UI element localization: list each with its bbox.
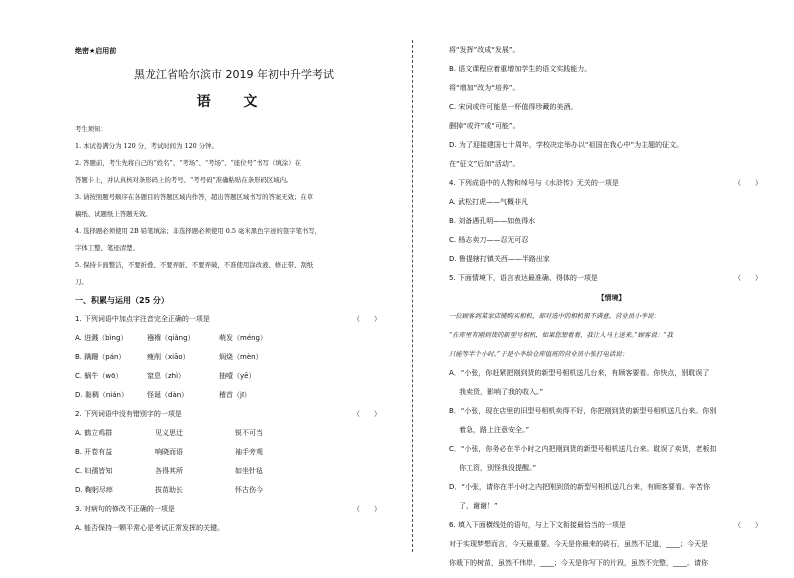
option: 如坐针毡 [235,467,263,475]
option-line: 将“增加”改为“培养”。 [449,84,520,92]
column-divider [412,40,413,552]
option: A. 鹤立鸡群 [75,429,113,437]
notice-line: 2. 答题前，考生先将自己的“姓名”、“考场”、“考场”、“座位号”书写（填涂）在 [75,159,301,167]
notice-line: 稿纸、试题纸上答题无效。 [75,210,152,218]
option: B. 刘备遇孔明——如鱼得水 [449,217,536,225]
notice-line: 字体工整、笔迹清楚。 [75,244,139,252]
option: 锐不可当 [235,429,263,437]
answer-parens: （ ） [734,274,762,282]
option: 各得其所 [155,467,183,475]
option-line: D. 为了迎接建国七十周年，学校决定举办以“祖国在我心中”为主题的征文。 [449,141,684,149]
option: 着急，路上注意安全。” [459,426,530,434]
option: B．“小张，现在店里的旧型号相机卖得不好，你把刚到货的新型号相机送几台来。你别 [449,407,717,415]
notice-line: 答题卡上，并认真核对条形码上的考号、“考号码”准确粘贴在条形码区域内。 [75,176,293,184]
option: C. 妇孺皆知 [75,467,113,475]
subject-title: 语 文 [196,94,272,110]
question-1 [75,315,393,323]
notice-line: 4. 选择题必须使用 2B 铅笔填涂；非选择题必须使用 0.5 毫米黑色字迹的签字笔书写， [75,227,322,235]
option-line: 在“征文”后加“活动”。 [449,160,520,168]
notice-block [75,125,393,286]
option-row [75,467,393,475]
option: B. 蹒跚（pán） [75,353,126,361]
option: D. 黏稠（nián） [75,391,128,399]
option-row [75,391,393,399]
notice-line: 1. 本试卷满分为 120 分，考试时间为 120 分钟。 [75,142,218,150]
option: D．“小张，请你在半小时之内把刚到货的新型号相机送几台来，有顾客要看。辛苦你 [449,483,711,491]
notice-line: 刀。 [75,278,88,286]
option: 见义思迁 [155,429,183,437]
section-heading: 一、积累与运用（25 分） [75,296,169,305]
situation-line: 只能等半个小时。”于是小李给仓库值班的营业员小张打电话说： [449,350,629,358]
option: C. 蜗牛（wō） [75,372,123,380]
answer-parens: （ ） [353,315,381,323]
situation-line: “在库里有刚到货的新型号相机，如果您想看看，我让人马上送来。”顾客说：“我 [449,331,673,339]
question-stem: 4. 下列成语中的人物和绰号与《水浒传》无关的一项是 [449,179,619,187]
option: B. 开卷有益 [75,448,113,456]
option: 萌发（méng） [219,334,268,342]
question-stem: 6. 填入下面横线处的语句，与上下文衔接最恰当的一项是 [449,521,626,529]
option: 焖烧（mèn） [219,353,263,361]
option: 怀古伤今 [235,486,263,494]
option: 了，谢谢！” [459,502,498,510]
option-line: C. 宋词或许可能是一杯值得珍藏的美酒。 [449,103,578,111]
option: A．“小张，你赶紧把刚到货的新型号相机送几台来，有顾客要看。你快点，别耽误了 [449,369,710,377]
option: A. 迸溅（bìng） [75,334,128,342]
notice-line: 考生须知： [75,125,107,133]
option-line: 将“发挥”改成“发展”。 [449,46,520,54]
option: 拔苗助长 [155,486,183,494]
option: 稽首（jī） [219,391,251,399]
option: 抽噎（yē） [219,372,256,380]
answer-parens: （ ） [734,521,762,529]
option: D. 鞠躬尽瘁 [75,486,113,494]
question-stem: 3. 对病句的修改不正确的一项是 [75,505,175,513]
option: 袖手旁观 [235,448,263,456]
option-row [75,353,393,361]
option: 我卖货，影响了我的收入。” [459,388,544,396]
secret-mark: 绝密★启用前 [75,47,117,55]
option-row [75,448,393,456]
option: A. 武松打虎——气概非凡 [449,198,529,206]
question-4 [449,179,774,187]
option: C．“小张，你务必在半小时之内把刚到货的新型号相机送几台来。耽误了卖货，老板扣 [449,445,717,453]
question-text: 你栽下的树苗，虽然不伟岸，____；今天是你写下的片段，虽然不完整，____。请你 [449,559,708,567]
option: 窒息（zhì） [147,372,186,380]
notice-line: 3. 请按照题号顺序在各题目的答题区域内作答，超出答题区域书写的答案无效；在草 [75,193,314,201]
question-text: 对于实现梦想而言，今天最重要。今天是你最来的砖石，虽然不足道，____；今天是 [449,540,708,548]
option: 瘦削（xiāo） [147,353,190,361]
question-2 [75,410,393,418]
option: 襁褓（qiǎng） [147,334,195,342]
option: C. 杨志卖刀——忍无可忍 [449,236,529,244]
option-row [75,334,393,342]
option-line: 删掉“或许”或“可能”。 [449,122,520,130]
notice-line: 5. 保持卡面整洁，不要折叠、不要弄脏、不要弄破，不准使用涂改液、修正带、刮纸 [75,261,314,269]
option-row [75,429,393,437]
question-6 [449,521,774,529]
right-column [449,46,774,578]
option: A. 能否保持一颗平常心是考试正常发挥的关键。 [75,524,225,532]
question-5 [449,274,774,282]
option: 你工资，别怪我没提醒。” [459,464,537,472]
answer-parens: （ ） [353,505,381,513]
option-line: B. 语文课程应着重增加学生的语文实践能力。 [449,65,592,73]
answer-parens: （ ） [734,179,762,187]
option: 响晓而语 [155,448,183,456]
option: D. 鲁提辖打镇关西——半路出家 [449,255,550,263]
question-stem: 2. 下列词语中没有错别字的一项是 [75,410,182,418]
option-row [75,372,393,380]
question-3 [75,505,393,513]
question-stem: 1. 下列词语中加点字注音完全正确的一项是 [75,315,210,323]
answer-parens: （ ） [353,410,381,418]
question-stem: 5. 下面情境下，语言表达最准确、得体的一项是 [449,274,598,282]
option-row [75,486,393,494]
situation-label: 【情境】 [597,294,626,302]
situation-line: 一位顾客到某家店铺购买相机，却对选中的相机很不满意。营业员小李说： [449,312,660,320]
left-column [75,46,393,543]
option: 怪诞（dàn） [147,391,189,399]
exam-title: 黑龙江省哈尔滨市 2019 年初中升学考试 [134,68,334,81]
